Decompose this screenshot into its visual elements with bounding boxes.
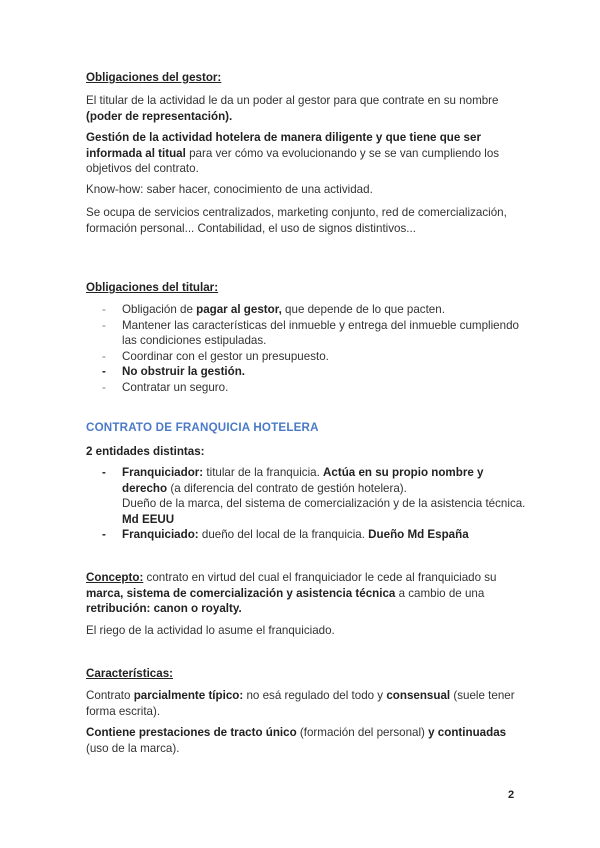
text-run: dueño del local de la franquicia. <box>198 528 369 541</box>
text-run: (a diferencia del contrato de gestión hotelera). <box>167 481 407 495</box>
paragraph-poder-representacion <box>86 93 526 124</box>
bold-run: Franquiciado: <box>122 528 199 541</box>
list-item <box>86 380 526 396</box>
list-item-franquiciador <box>86 465 526 527</box>
list-item <box>86 349 526 365</box>
list-item <box>86 318 526 349</box>
list-entidades <box>86 465 526 543</box>
dash-bullet: - <box>102 528 106 541</box>
dash-bullet: - <box>102 318 106 332</box>
text-run: titular de la franquicia. <box>203 466 324 479</box>
paragraph-parcialmente-tipico <box>86 688 526 719</box>
list-item <box>86 364 526 380</box>
bold-run: parcialmente típico: <box>133 689 244 702</box>
text-run: (suele tener forma escrita). <box>86 689 515 718</box>
bold-run: consensual <box>386 689 451 702</box>
bold-run: Gestión de la actividad hotelera de manera diligente y que tiene que ser informada al titual <box>86 131 481 160</box>
dash-bullet: - <box>102 380 106 394</box>
heading-caracteristicas: Características: <box>86 667 174 680</box>
dash-bullet: - <box>102 303 106 316</box>
text-run: Mantener las características del inmueble y entrega del inmueble cumpliendo las condiciones estipuladas. <box>122 318 519 347</box>
text-run: a cambio de una <box>395 586 485 600</box>
text-run: que depende de lo que pacten. <box>281 303 445 316</box>
bold-run: Franquiciador: <box>122 466 204 479</box>
paragraph-prestaciones <box>86 725 526 756</box>
bold-underlined-run: Concepto: <box>86 571 144 584</box>
paragraph-concepto <box>86 570 526 617</box>
dash-bullet: - <box>102 365 106 378</box>
text-run: no esá regulado del todo y <box>243 689 387 702</box>
paragraph-know-how: Know-how: saber hacer, conocimiento de una actividad. <box>86 183 373 196</box>
subheading-entidades <box>86 444 526 460</box>
bold-run: Actúa en su propio nombre y derecho <box>122 466 484 495</box>
bold-run: y continuadas <box>428 726 507 739</box>
dash-bullet: - <box>102 466 106 479</box>
dash-bullet: - <box>102 349 106 363</box>
list-item <box>86 302 526 318</box>
text-run: contrato en virtud del cual el franquiciador le cede al franquiciado su <box>143 571 497 584</box>
text-run: El titular de la actividad le da un poder al gestor para que contrate en su nombre <box>86 94 499 107</box>
bold-run: No obstruir la gestión. <box>122 365 246 378</box>
bold-run: Contiene prestaciones de tracto único <box>86 726 297 739</box>
text-run: (uso de la marca). <box>86 741 180 755</box>
bold-run: 2 entidades distintas: <box>86 445 205 458</box>
paragraph-riesgo: El riego de la actividad lo asume el franquiciado. <box>86 624 335 637</box>
heading-contrato-franquicia: CONTRATO DE FRANQUICIA HOTELERA <box>86 421 319 434</box>
text-run: (formación del personal) <box>296 726 429 739</box>
text-run: Obligación de <box>122 303 197 316</box>
bold-run: retribución: canon o royalty. <box>86 602 242 615</box>
text-run: para ver cómo va evolucionando y se se van cumpliendo los objetivos del contrato. <box>86 146 500 175</box>
text-run: Dueño de la marca, del sistema de comercialización y de la asistencia técnica. <box>122 497 526 510</box>
text-run: Coordinar con el gestor un presupuesto. <box>122 349 329 363</box>
bold-run: Dueño Md España <box>368 528 469 541</box>
bold-run: marca, sistema de comercialización y asistencia técnica <box>86 586 396 600</box>
paragraph-servicios: Se ocupa de servicios centralizados, marketing conjunto, red de comercialización, formación personal... Contabilidad, el uso de signos distintivos... <box>86 206 507 235</box>
bold-run: pagar al gestor, <box>196 303 282 316</box>
heading-obligaciones-gestor: Obligaciones del gestor: <box>86 71 222 84</box>
paragraph-gestion-diligente <box>86 130 526 177</box>
text-run: Contrato <box>86 689 134 702</box>
bold-run: (poder de representación). <box>86 109 233 123</box>
heading-obligaciones-titular: Obligaciones del titular: <box>86 281 219 294</box>
text-run: Contratar un seguro. <box>122 380 229 394</box>
list-obligaciones-titular <box>86 302 526 395</box>
page-number: 2 <box>508 789 515 801</box>
list-item-franquiciado <box>86 527 526 543</box>
bold-run: Md EEUU <box>122 512 175 526</box>
